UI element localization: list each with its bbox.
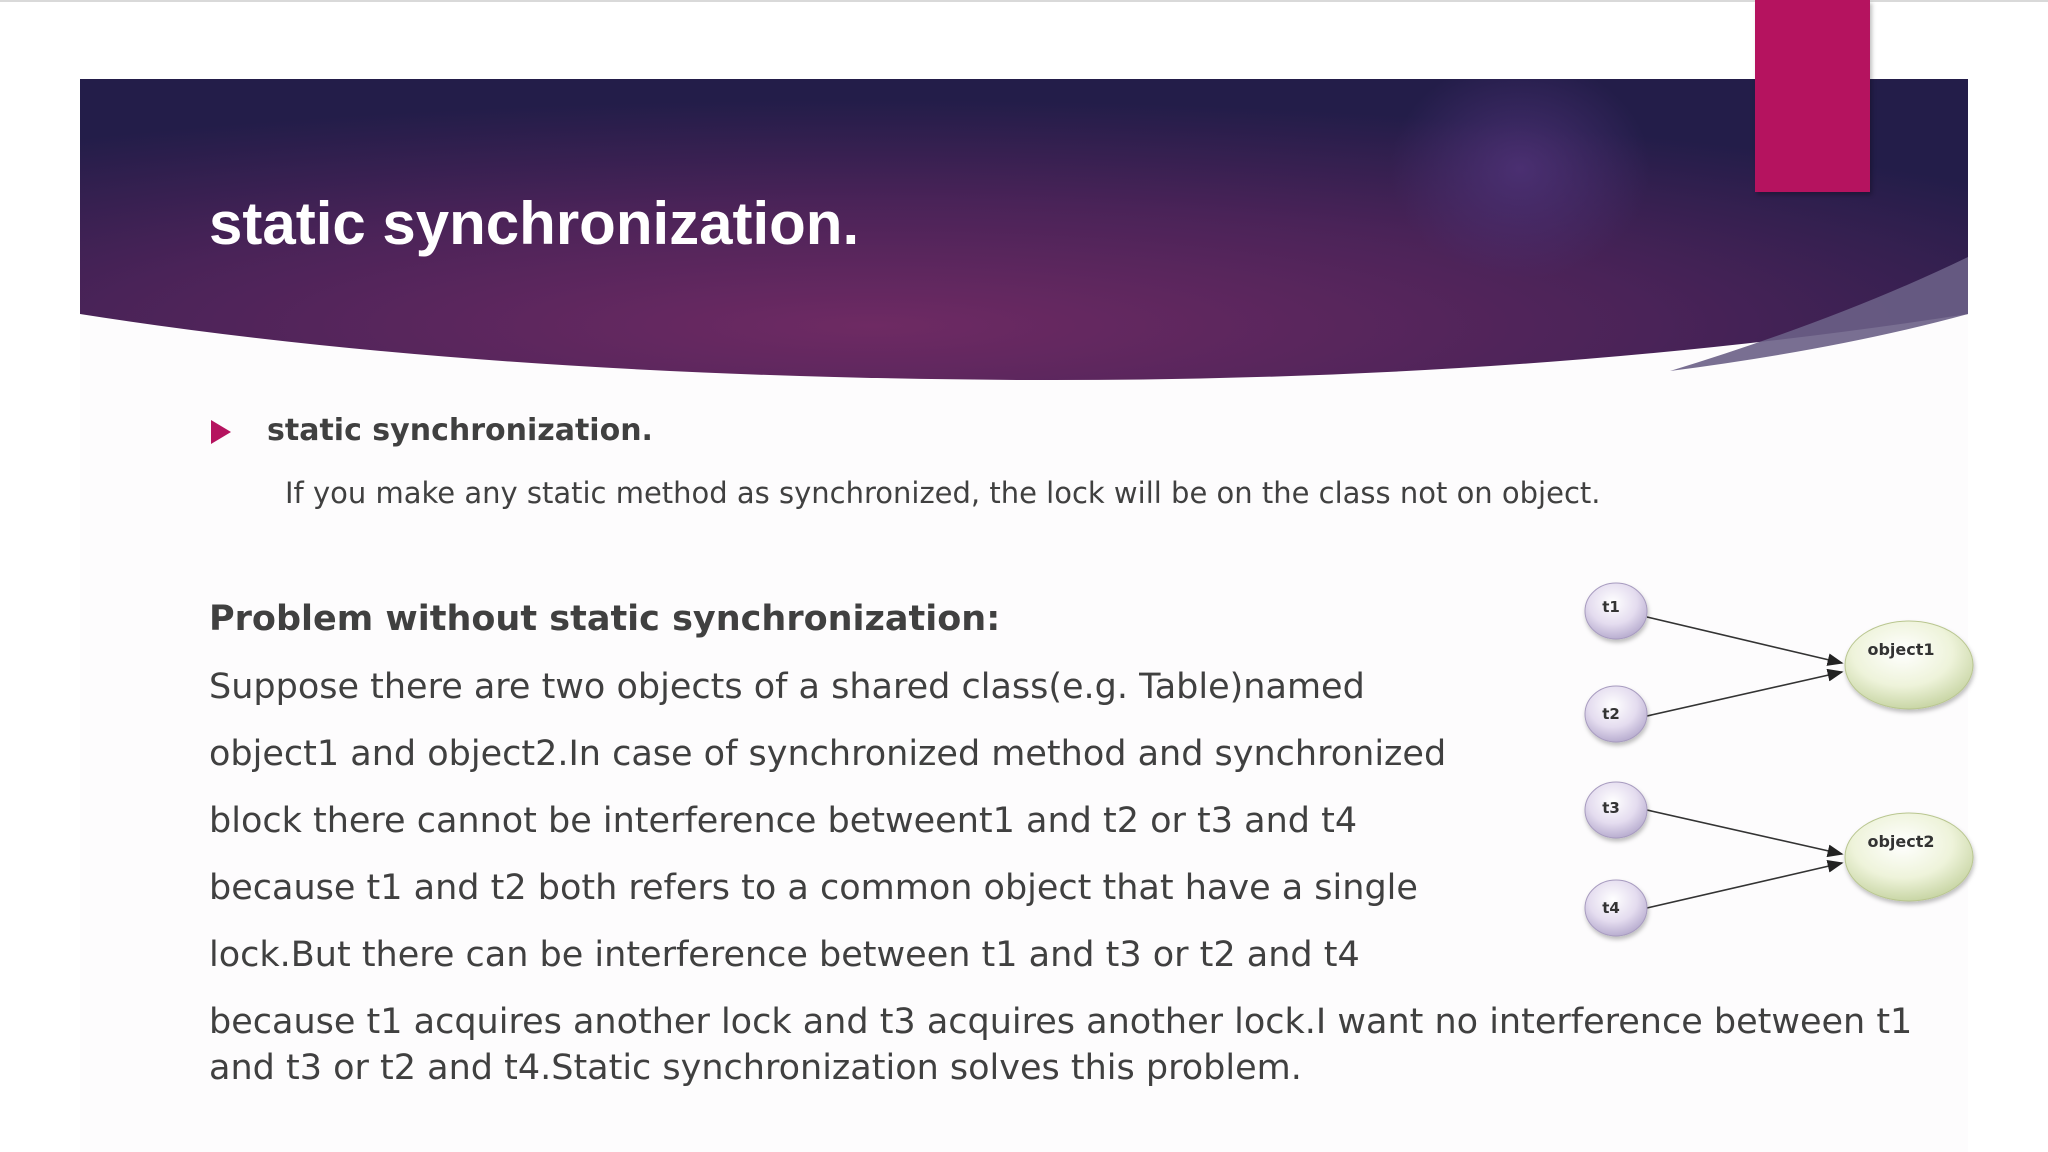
body-line: because t1 acquires another lock and t3 acquires another lock.I want no interference between t1 — [209, 1002, 1913, 1042]
body-line: block there cannot be interference betweent1 and t2 or t3 and t4 — [209, 801, 1358, 841]
arrow-t4-object2 — [1647, 863, 1842, 908]
body-line: Suppose there are two objects of a shared class(e.g. Table)named — [209, 667, 1365, 707]
arrow-t3-object2 — [1647, 810, 1842, 854]
thread-label: t3 — [1602, 799, 1620, 817]
body-line: because t1 and t2 both refers to a common object that have a single — [209, 868, 1418, 908]
thread-node-t1 — [1585, 583, 1647, 639]
thread-object-diagram — [1570, 578, 1990, 948]
body-line: and t3 or t2 and t4.Static synchronization solves this problem. — [209, 1048, 1302, 1088]
object-node-object1 — [1845, 621, 1973, 709]
bullet-text: If you make any static method as synchronized, the lock will be on the class not on object. — [285, 476, 1601, 510]
object-label: object1 — [1867, 640, 1935, 659]
thread-node-t3 — [1585, 782, 1647, 838]
thread-node-t2 — [1585, 686, 1647, 742]
arrow-t2-object1 — [1647, 672, 1842, 716]
top-border — [0, 0, 2048, 2]
thread-label: t2 — [1602, 705, 1620, 723]
body-line: object1 and object2.In case of synchronized method and synchronized — [209, 734, 1447, 774]
thread-label: t1 — [1602, 598, 1620, 616]
thread-label: t4 — [1602, 899, 1620, 917]
body-line: lock.But there can be interference between t1 and t3 or t2 and t4 — [209, 935, 1360, 975]
accent-tab — [1755, 0, 1870, 192]
bullet-arrow-icon — [211, 420, 231, 444]
arrow-t1-object1 — [1647, 617, 1842, 663]
problem-heading: Problem without static synchronization: — [209, 599, 1001, 639]
object-label: object2 — [1867, 832, 1935, 851]
slide-title: static synchronization. — [209, 190, 860, 257]
thread-node-t4 — [1585, 880, 1647, 936]
bullet-heading: static synchronization. — [267, 413, 653, 448]
object-node-object2 — [1845, 813, 1973, 901]
